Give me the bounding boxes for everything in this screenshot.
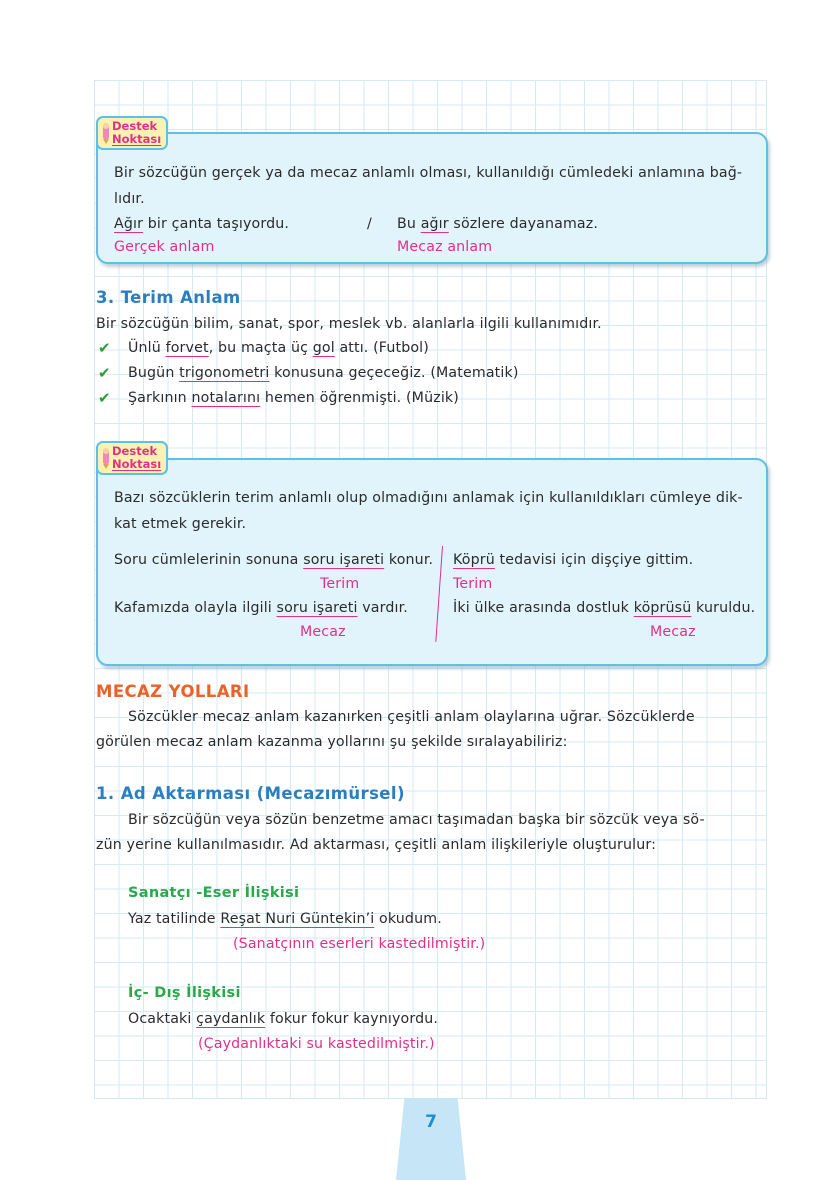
example-rest: kuruldu.	[691, 600, 756, 616]
terim-item-2	[98, 363, 111, 384]
box1-text-line1: Bir sözcüğün gerçek ya da mecaz anlamlı olması, kullanıldığı cümledeki anlamına bağ-	[114, 165, 743, 181]
example-rest: tedavisi için dişçiye gittim.	[494, 552, 694, 568]
tag-title-line2: Noktası	[112, 132, 162, 146]
terim-item-3	[98, 388, 111, 409]
page-number: 7	[425, 1112, 437, 1132]
terim-item-3-text	[128, 388, 459, 408]
item-before: Ünlü	[128, 340, 166, 356]
example-rest: vardır.	[357, 600, 408, 616]
underlined-word: ağır	[420, 216, 449, 232]
section-heading-ad-aktarmasi: 1. Ad Aktarması (Mecazımürsel)	[96, 784, 405, 803]
tag-title-line1: Destek	[112, 444, 158, 458]
item-before: Şarkının	[128, 390, 192, 406]
underlined-word: notalarını	[191, 390, 261, 406]
terim-definition: Bir sözcüğün bilim, sanat, spor, meslek vb. alanlarla ilgili kullanımıdır.	[96, 316, 602, 332]
box1-example-left	[114, 214, 289, 234]
box2-right-example-2	[453, 598, 755, 618]
relation-example-ic-dis	[128, 1009, 438, 1029]
example-before: Ocaktaki	[128, 1011, 197, 1027]
relation-example-sanatci-eser	[128, 909, 442, 929]
underlined-word: köprüsü	[633, 600, 692, 616]
mecaz-paragraph-line1: Sözcükler mecaz anlam kazanırken çeşitli anlam olaylarına uğrar. Sözcüklerde	[128, 709, 695, 725]
underlined-word: trigonometri	[179, 365, 270, 381]
relation-title-sanatci-eser: Sanatçı -Eser İlişkisi	[128, 885, 300, 901]
section-heading-mecaz-yollari: MECAZ YOLLARI	[96, 682, 250, 701]
mecaz-paragraph-line2: görülen mecaz anlam kazanma yollarını şu şekilde sıralayabiliriz:	[96, 734, 568, 750]
pencil-character-icon	[101, 446, 111, 470]
box1-label-left: Gerçek anlam	[114, 239, 215, 255]
underlined-word: soru işareti	[276, 600, 358, 616]
underlined-word: Reşat Nuri Güntekin’i	[220, 911, 375, 927]
example-before: Soru cümlelerinin sonuna	[114, 552, 304, 568]
relation-note-ic-dis: (Çaydanlıktaki su kastedilmiştir.)	[198, 1036, 435, 1052]
section-heading-terim: 3. Terim Anlam	[96, 288, 241, 307]
underlined-word: Köprü	[453, 552, 495, 568]
box2-right-label-1: Terim	[453, 576, 493, 592]
check-icon: ✔	[98, 339, 111, 357]
box2-right-example-1	[453, 550, 693, 570]
item-mid: , bu maçta üç	[208, 340, 313, 356]
box1-text-line2: lıdır.	[114, 191, 145, 207]
item-rest: attı. (Futbol)	[334, 340, 429, 356]
box2-text-line1: Bazı sözcüklerin terim anlamlı olup olmadığını anlamak için kullanıldıkları cümleye dik-	[114, 490, 743, 506]
underlined-word: Ağır	[114, 216, 144, 232]
page-number-tab	[396, 1098, 466, 1180]
example-before: İki ülke arasında dostluk	[453, 600, 634, 616]
example-before: Bu	[397, 216, 421, 232]
relation-title-ic-dis: İç- Dış İlişkisi	[128, 985, 241, 1001]
example-rest: sözlere dayanamaz.	[448, 216, 599, 232]
underlined-word: forvet	[165, 340, 209, 356]
relation-note-sanatci-eser: (Sanatçının eserleri kastedilmiştir.)	[233, 936, 486, 952]
item-before: Bugün	[128, 365, 180, 381]
example-rest: konur.	[384, 552, 434, 568]
support-tag-1	[96, 116, 168, 150]
terim-item-2-text	[128, 363, 519, 383]
box2-right-label-2: Mecaz	[650, 624, 696, 640]
underlined-word: çaydanlık	[196, 1011, 266, 1027]
example-rest: fokur fokur kaynıyordu.	[265, 1011, 439, 1027]
example-before: Yaz tatilinde	[128, 911, 221, 927]
example-rest: bir çanta taşıyordu.	[143, 216, 290, 232]
pencil-character-icon	[101, 121, 111, 145]
ad-aktarmasi-paragraph-line2: zün yerine kullanılmasıdır. Ad aktarması, çeşitli anlam ilişkileriyle oluşturulur:	[96, 837, 657, 853]
example-before: Kafamızda olayla ilgili	[114, 600, 277, 616]
box1-separator: /	[367, 216, 372, 232]
tag-title-line2: Noktası	[112, 457, 162, 471]
box1-label-right: Mecaz anlam	[397, 239, 493, 255]
box2-left-label-1: Terim	[320, 576, 360, 592]
support-tag-2	[96, 441, 168, 475]
tag-title-line1: Destek	[112, 119, 158, 133]
box2-text-line2: kat etmek gerekir.	[114, 516, 247, 532]
check-icon: ✔	[98, 389, 111, 407]
box2-left-example-2	[114, 598, 408, 618]
example-rest: okudum.	[374, 911, 442, 927]
box2-left-example-1	[114, 550, 433, 570]
ad-aktarmasi-paragraph-line1: Bir sözcüğün veya sözün benzetme amacı taşımadan başka bir sözcük veya sö-	[128, 812, 705, 828]
underlined-word: gol	[312, 340, 335, 356]
box1-example-right	[397, 214, 598, 234]
item-rest: konusuna geçeceğiz. (Matematik)	[269, 365, 519, 381]
check-icon: ✔	[98, 364, 111, 382]
terim-item-1-text	[128, 338, 429, 358]
underlined-word: soru işareti	[303, 552, 385, 568]
box2-left-label-2: Mecaz	[300, 624, 346, 640]
terim-item-1	[98, 338, 111, 359]
item-rest: hemen öğrenmişti. (Müzik)	[260, 390, 459, 406]
